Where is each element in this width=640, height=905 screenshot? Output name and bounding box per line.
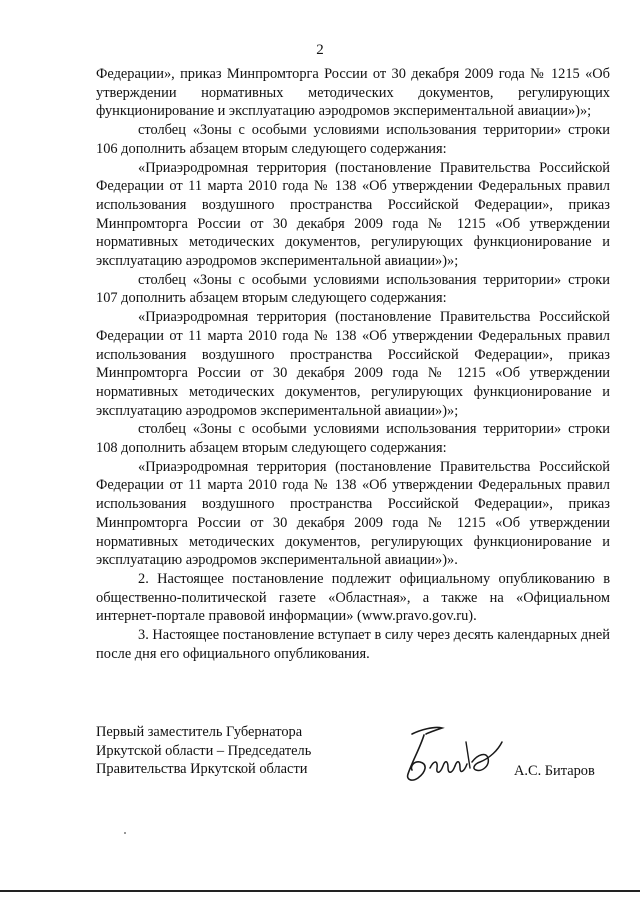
page-bottom-edge [0, 890, 640, 892]
signatory-title [96, 723, 396, 779]
paragraph-row-106-content: «Приаэродромная территория (постановление Правительства Российской Федерации от 11 марта 2010 года № 138 «Об утверждении Федеральных правил использования воздушного пространства Российской Федерации», приказ Минпромторга России от 30 декабря 2009 года № 1215 «Об утверждении нормативных методических документов, регулирующих функционирование и эксплуатацию аэродромов экспериментальной авиации»)»; [96, 159, 610, 270]
paragraph-row-107-instruction: столбец «Зоны с особыми условиями использования территории» строки 107 дополнить абзацем вторым следующего содержания: [96, 271, 610, 307]
scan-speck [124, 832, 126, 834]
paragraph-row-108-instruction: столбец «Зоны с особыми условиями использования территории» строки 108 дополнить абзацем вторым следующего содержания: [96, 421, 610, 457]
paragraph-row-106-instruction: столбец «Зоны с особыми условиями использования территории» строки 106 дополнить абзацем вторым следующего содержания: [96, 122, 610, 157]
signatory-name: А.С. Битаров [514, 763, 595, 779]
document-body [96, 65, 610, 664]
paragraph-continuation: Федерации», приказ Минпромторга России от 30 декабря 2009 года № 1215 «Об утверждении нормативных методических документов, регулирующих функционирование и эксплуатацию аэродромов экспериментальной авиации»)»; [96, 66, 610, 120]
paragraph-row-107-content: «Приаэродромная территория (постановление Правительства Российской Федерации от 11 марта 2010 года № 138 «Об утверждении Федеральных правил использования воздушного пространства Российской Федерации», приказ Минпромторга России от 30 декабря 2009 года № 1215 «Об утверждении нормативных методических документов, регулирующих функционирование и эксплуатацию аэродромов экспериментальной авиации»)»; [96, 309, 610, 419]
signatory-title-line: Правительства Иркутской области [96, 761, 308, 777]
paragraph-publication-clause: 2. Настоящее постановление подлежит официальному опубликованию в общественно-политической газете «Областная», а также на «Официальном интернет-портале правовой информации» (www.pravo.gov.ru). [96, 570, 610, 625]
signatory-title-line: Первый заместитель Губернатора [96, 724, 303, 740]
signatory-title-line: Иркутской области – Председатель [96, 742, 312, 759]
page-number: 2 [316, 42, 324, 58]
handwritten-signature [390, 722, 510, 788]
paragraph-effective-date-clause: 3. Настоящее постановление вступает в силу через десять календарных дней после дня его официального опубликования. [96, 627, 610, 662]
paragraph-row-108-content: «Приаэродромная территория (постановление Правительства Российской Федерации от 11 марта 2010 года № 138 «Об утверждении Федеральных правил использования воздушного пространства Российской Федерации», приказ Минпромторга России от 30 декабря 2009 года № 1215 «Об утверждении нормативных методических документов, регулирующих функционирование и эксплуатацию аэродромов экспериментальной авиации»)». [96, 458, 610, 569]
